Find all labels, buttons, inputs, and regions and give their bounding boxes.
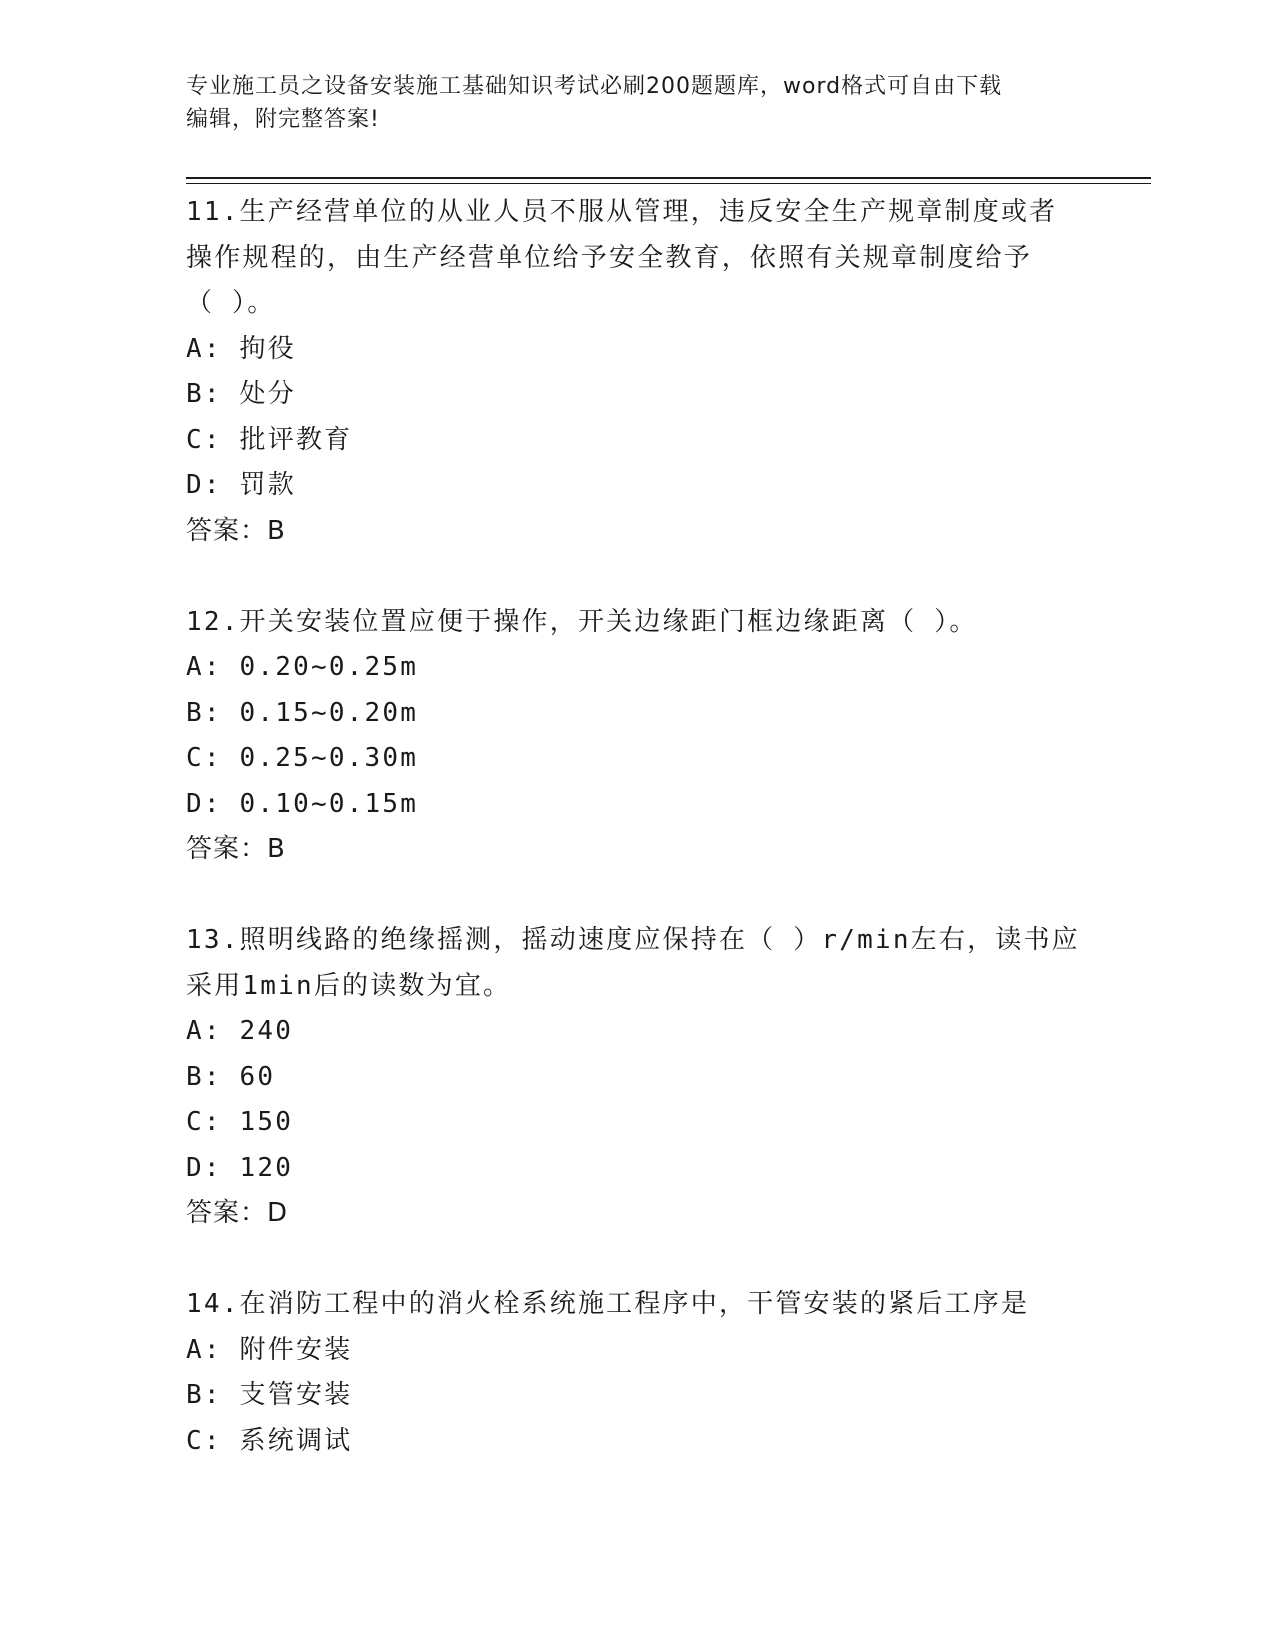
option-a: A: 附件安装 (186, 1334, 353, 1365)
option-c: C: 150 (186, 1107, 294, 1137)
answer-line: 答案：D (186, 1198, 289, 1228)
option-d: D: 罚款 (186, 470, 296, 500)
question-spacer (186, 873, 1086, 919)
option-c: C: 系统调试 (186, 1425, 353, 1456)
answer-line: 答案：B (186, 515, 286, 546)
question-stem-line: 13.照明线路的绝缘摇测，摇动速度应保持在（ ）r/min左右，读书应 (186, 925, 1080, 955)
question-stem-line: 采用1min后的读数为宜。 (186, 970, 512, 1001)
option-c: C: 批评教育 (186, 424, 353, 455)
option-a: A: 拘役 (186, 333, 296, 364)
option-d: D: 0.10~0.15m (186, 788, 419, 819)
option-c: C: 0.25~0.30m (186, 743, 419, 773)
question-spacer (186, 1237, 1086, 1283)
option-a: A: 240 (186, 1016, 294, 1046)
option-b: B: 处分 (186, 379, 296, 409)
option-b: B: 0.15~0.20m (186, 697, 419, 728)
header-line-1: 专业施工员之设备安装施工基础知识考试必刷200题题库，word格式可自由下载 (186, 74, 1003, 99)
option-d: D: 120 (186, 1152, 294, 1183)
question-stem-line: 12.开关安装位置应便于操作，开关边缘距门框边缘距离（ ）。 (186, 606, 978, 637)
question-list (186, 190, 1086, 1464)
answer-line: 答案：B (186, 834, 286, 864)
option-b: B: 支管安装 (186, 1380, 353, 1410)
header-line-2: 编辑，附完整答案! (186, 107, 380, 132)
option-b: B: 60 (186, 1061, 276, 1092)
question-stem-line: 11.生产经营单位的从业人员不服从管理，违反安全生产规章制度或者 (186, 197, 1058, 227)
question-13 (186, 918, 1086, 1237)
header-divider-thick (186, 177, 1151, 179)
question-spacer (186, 554, 1086, 600)
question-stem-line: 操作规程的，由生产经营单位给予安全教育，依照有关规章制度给予 (186, 242, 1033, 273)
document-header (186, 70, 1086, 136)
question-stem-line: 14.在消防工程中的消火栓系统施工程序中，干管安装的紧后工序是 (186, 1289, 1030, 1319)
header-divider-thin (186, 183, 1151, 184)
option-a: A: 0.20~0.25m (186, 652, 419, 682)
question-stem-line: （ ）。 (186, 288, 276, 318)
question-14 (186, 1282, 1086, 1464)
question-11 (186, 190, 1086, 554)
question-12 (186, 600, 1086, 873)
